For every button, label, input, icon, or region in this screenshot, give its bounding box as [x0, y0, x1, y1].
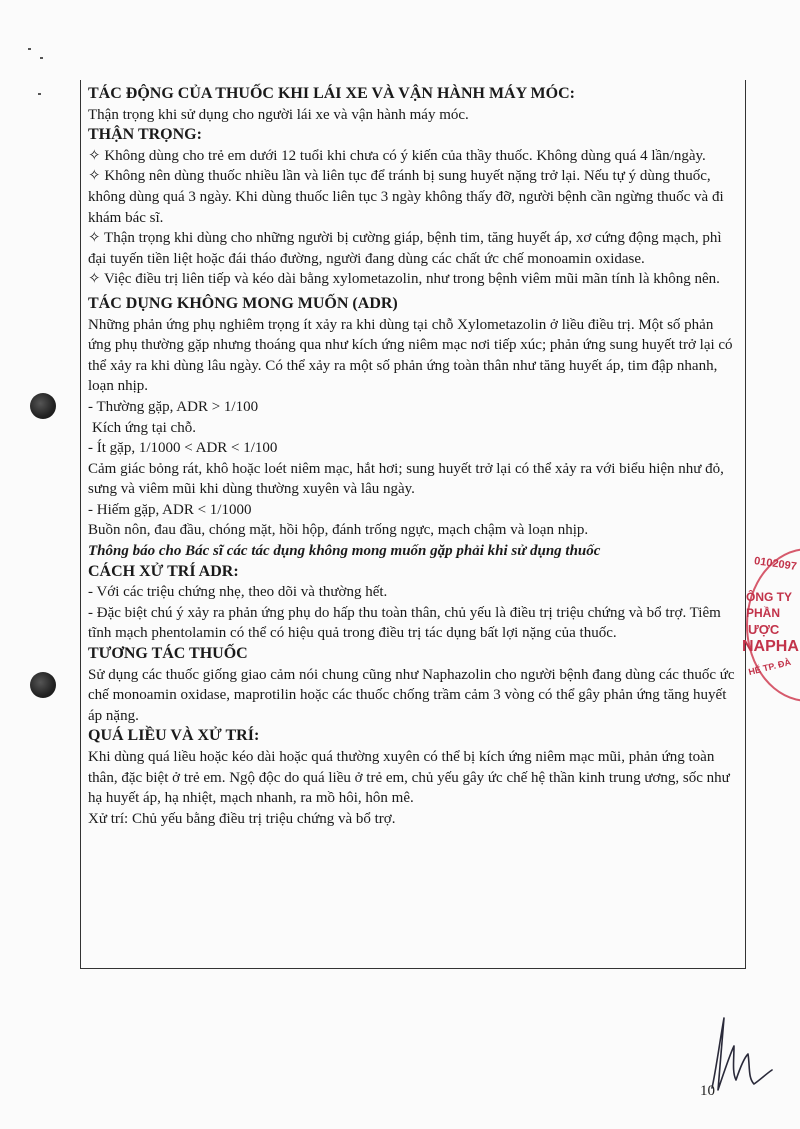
stamp-text: ƯỢC	[748, 622, 780, 637]
paragraph: Xử trí: Chủ yếu bằng điều trị triệu chứng và bổ trợ.	[88, 810, 396, 827]
paragraph: Buồn nôn, đau đầu, chóng mặt, hồi hộp, đánh trống ngực, mạch chậm và loạn nhịp.	[88, 522, 589, 539]
precaution-item: ✧ Không nên dùng thuốc nhiều lần và liên tục để tránh bị sung huyết nặng trở lại. Nếu tự ý dùng thuốc, không dùng quá 3 ngày. Khi dùng thuốc liên tục 3 ngày không thấy đỡ, người bệnh cần ngừng thuốc và đi khám bác sĩ.	[88, 168, 724, 226]
stamp-text: HẾ TP. ĐÀ	[747, 656, 792, 678]
paragraph: Những phản ứng phụ nghiêm trọng ít xảy ra khi dùng tại chỗ Xylometazolin ở liều điều trị. Một số phản ứng phụ thường gặp nhưng thoáng qua như kích ứng niêm mạc nơi tiếp xúc; phản ứng sung huyết trở lại có thể xảy ra khi dùng lâu ngày. Có thể xảy ra một số phản ứng toàn thân như tăng huyết áp, tim đập nhanh, loạn nhịp.	[88, 316, 733, 395]
paragraph: Thận trọng khi sử dụng cho người lái xe và vận hành máy móc.	[88, 106, 469, 123]
scan-speck	[40, 57, 43, 59]
list-item: - Với các triệu chứng nhẹ, theo dõi và thường hết.	[88, 584, 388, 601]
adr-frequency: - Ít gặp, 1/1000 < ADR < 1/100	[88, 440, 278, 457]
stamp-text: PHẦN	[746, 606, 781, 620]
company-stamp	[738, 548, 800, 688]
list-item: - Đặc biệt chú ý xảy ra phản ứng phụ do hấp thu toàn thân, chủ yếu là điều trị triệu chứng và bổ trợ. Tiêm tĩnh mạch phentolamin có thể có hiệu quả trong điều trị tác dụng bất lợi nặng của thuốc.	[88, 604, 721, 642]
paragraph: Cảm giác bỏng rát, khô hoặc loét niêm mạc, hắt hơi; sung huyết trở lại có thể xảy ra với biểu hiện như đỏ, sưng và viêm mũi khi dùng thường xuyên và lâu ngày.	[88, 460, 724, 498]
stamp-text: NAPHA	[742, 638, 799, 655]
precaution-item: ✧ Thận trọng khi dùng cho những người bị cường giáp, bệnh tim, tăng huyết áp, xơ cứng động mạch, phì đại tuyến tiền liệt hoặc đái tháo đường, người đang dùng các chất ức chế monoamin oxidase.	[88, 230, 722, 267]
paragraph: Kích ứng tại chỗ.	[92, 419, 196, 436]
stamp-text: ÔNG TY	[746, 590, 793, 604]
stamp-text: 0102097	[753, 555, 798, 573]
section-heading-adr-handling: CÁCH XỬ TRÍ ADR:	[88, 562, 239, 580]
page-number: 10	[700, 1083, 715, 1099]
scan-speck	[28, 48, 31, 50]
paragraph: Sử dụng các thuốc giống giao cảm nói chung cũng như Naphazolin cho người bệnh đang dùng các thuốc ức chế monoamin oxidase, maprotilin hoặc các thuốc chống trầm cảm 3 vòng có thể gây phản ứng tăng huyết áp nặng.	[88, 666, 735, 724]
adr-frequency: - Thường gặp, ADR > 1/100	[88, 398, 259, 415]
document-body	[88, 84, 740, 829]
section-heading-adr: TÁC DỤNG KHÔNG MONG MUỐN (ADR)	[88, 294, 398, 312]
scan-speck	[38, 93, 41, 95]
punch-hole-bottom	[30, 672, 56, 698]
precaution-item: ✧ Việc điều trị liên tiếp và kéo dài bằng xylometazolin, như trong bệnh viêm mũi mãn tính là không nên.	[88, 271, 720, 288]
adr-frequency: - Hiếm gặp, ADR < 1/1000	[88, 501, 252, 518]
adr-notice: Thông báo cho Bác sĩ các tác dụng không mong muốn gặp phải khi sử dụng thuốc	[88, 543, 601, 560]
precaution-item: ✧ Không dùng cho trẻ em dưới 12 tuổi khi chưa có ý kiến của thầy thuốc. Không dùng quá 4 lần/ngày.	[88, 147, 706, 164]
punch-hole-top	[30, 393, 56, 419]
section-heading-overdose: QUÁ LIỀU VÀ XỬ TRÍ:	[88, 727, 260, 745]
paragraph: Khi dùng quá liều hoặc kéo dài hoặc quá thường xuyên có thể bị kích ứng niêm mạc mũi, phản ứng toàn thân, đặc biệt ở trẻ em. Ngộ độc do quá liều ở trẻ em, chủ yếu gây ức chế hệ thần kinh trung ương, sốc như hạ huyết áp, hạ nhiệt, mạch nhanh, ra mồ hôi, hôn mê.	[88, 749, 730, 807]
section-heading-interactions: TƯƠNG TÁC THUỐC	[88, 645, 248, 663]
section-heading-driving: TÁC ĐỘNG CỦA THUỐC KHI LÁI XE VÀ VẬN HÀNH MÁY MÓC:	[88, 85, 575, 102]
section-heading-precautions: THẬN TRỌNG:	[88, 126, 202, 144]
